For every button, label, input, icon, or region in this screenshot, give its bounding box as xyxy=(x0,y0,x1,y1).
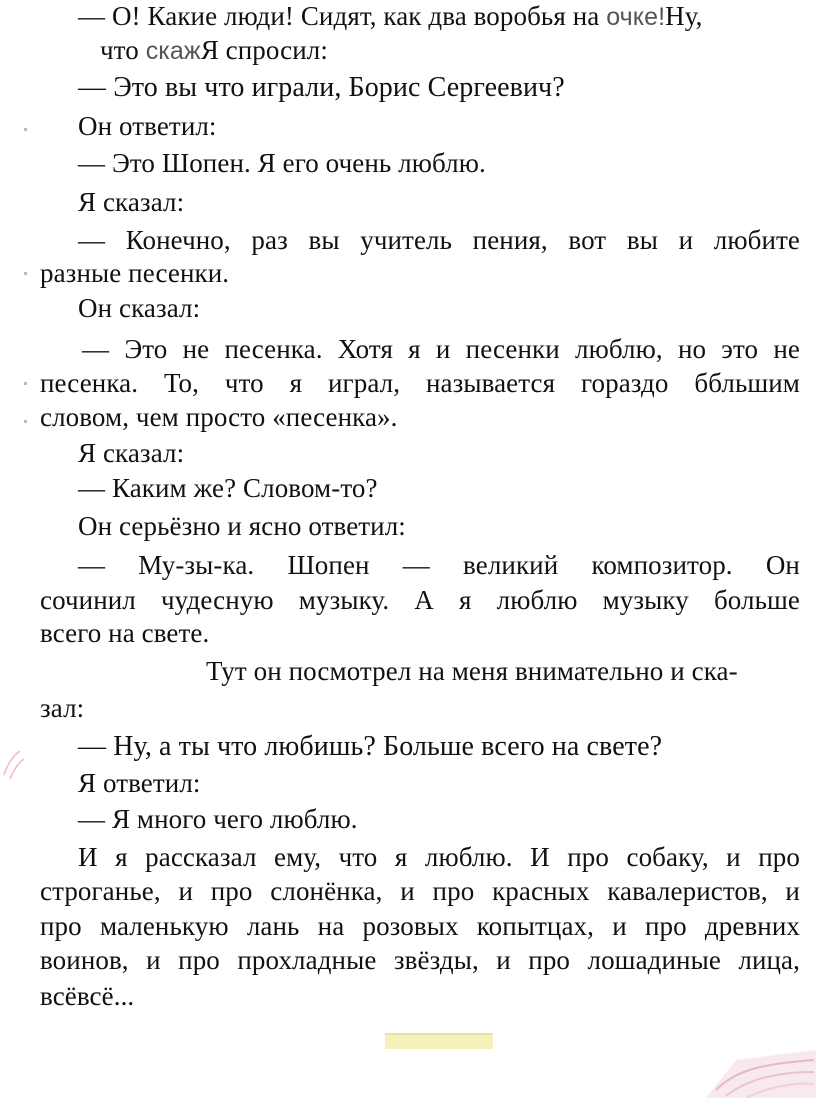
text-line-21: — Ну, а ты что любишь? Больше всего на свете? xyxy=(78,731,663,762)
text-line-22: Я ответил: xyxy=(78,768,201,798)
text-line-2-part-a: что xyxy=(100,35,146,65)
text-line-24-content: И я рассказал ему, что я люблю. И про собаку, и про xyxy=(78,842,800,872)
text-line-1-part-b: очке! xyxy=(606,3,666,31)
text-line-25-content: строганье, и про слонёнка, и про красных кавалеристов, и xyxy=(40,876,800,906)
text-line-15: Он серьёзно и ясно ответил: xyxy=(78,511,406,541)
text-line-27 xyxy=(40,944,800,976)
margin-speck-1 xyxy=(24,128,27,131)
text-line-27-content: воинов, и про прохладные звёзды, и про лошадиные лица, xyxy=(40,945,800,975)
text-line-17-content: сочинил чудесную музыку. А я люблю музыку больше xyxy=(40,585,800,615)
text-line-3: — Это вы что играли, Борис Сергеевич? xyxy=(78,72,565,103)
text-line-4: Он ответил: xyxy=(78,111,217,141)
text-line-28: всёвсё... xyxy=(40,981,135,1011)
text-line-18: всего на свете. xyxy=(40,618,210,648)
text-line-14: — Каким же? Словом-то? xyxy=(78,473,378,503)
yellow-highlight-mark xyxy=(385,1033,493,1049)
text-line-7-content: — Конечно, раз вы учитель пения, вот вы и любите xyxy=(78,225,800,255)
text-line-23: — Я много чего люблю. xyxy=(78,804,358,834)
text-line-26 xyxy=(40,910,800,942)
text-line-1 xyxy=(78,0,703,33)
text-line-6: Я сказал: xyxy=(78,187,185,217)
text-line-2 xyxy=(100,34,328,67)
margin-speck-3 xyxy=(24,382,27,385)
margin-speck-4 xyxy=(24,420,27,423)
text-line-8: разные песенки. xyxy=(40,258,230,288)
pink-margin-mark xyxy=(0,745,26,785)
text-line-7 xyxy=(78,224,800,256)
margin-speck-2 xyxy=(24,272,27,275)
text-line-24 xyxy=(78,841,800,873)
text-line-19: Тут он посмотрел на меня внимательно и ска- xyxy=(206,656,738,686)
text-line-25 xyxy=(40,875,800,907)
text-line-10-content: — Это не песенка. Хотя я и песенки люблю, но это не xyxy=(82,334,800,364)
text-line-10 xyxy=(82,333,800,365)
text-line-11-content: песенка. То, что я играл, называется гораздо ббльшим xyxy=(40,368,800,398)
corner-decoration xyxy=(706,1050,816,1098)
text-line-26-content: про маленькую лань на розовых копытцах, и про древних xyxy=(40,911,800,941)
text-line-20: зал: xyxy=(40,693,85,723)
text-line-9: Он сказал: xyxy=(78,293,201,323)
text-line-12: словом, чем просто «песенка». xyxy=(40,402,398,432)
text-line-5: — Это Шопен. Я его очень люблю. xyxy=(78,148,486,178)
text-line-13: Я сказал: xyxy=(78,438,185,468)
text-line-2-part-b: скаж xyxy=(145,37,201,65)
text-line-1-part-c: Ну, xyxy=(665,1,703,31)
text-line-11 xyxy=(40,367,800,399)
text-line-1-part-a: — О! Какие люди! Сидят, как два воробья на xyxy=(78,1,607,31)
text-line-17 xyxy=(40,584,800,616)
text-line-16 xyxy=(78,549,800,581)
text-line-2-part-c: Я спросил: xyxy=(200,35,328,65)
text-line-16-content: — Му-зы-ка. Шопен — великий композитор. Он xyxy=(78,550,800,580)
